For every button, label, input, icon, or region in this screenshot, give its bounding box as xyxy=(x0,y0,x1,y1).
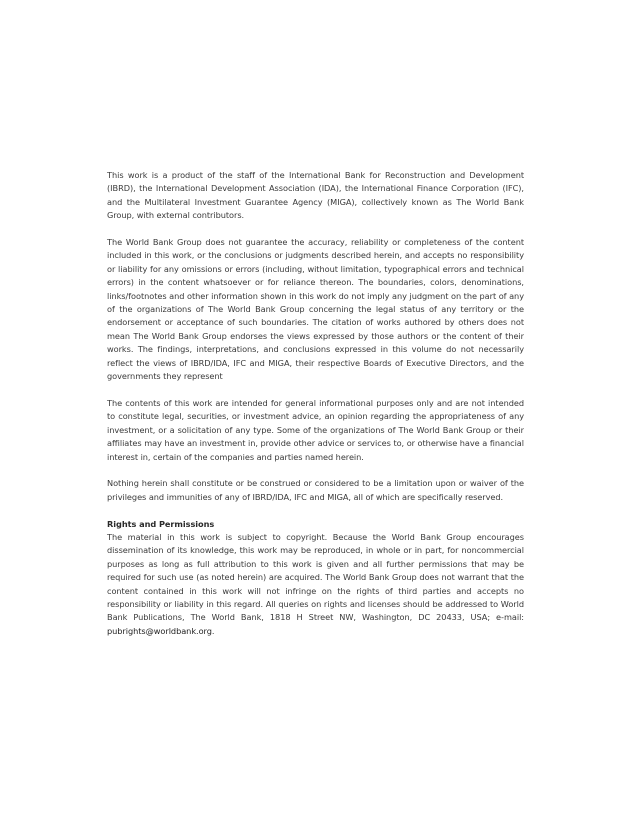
rights-permissions-paragraph xyxy=(107,531,524,638)
rights-permissions-end: . xyxy=(211,625,215,636)
informational-purposes-paragraph: The contents of this work are intended for general informational purposes only and are not intended to constitute legal, securities, or investment advice, an opinion regarding the appropriateness of any investment, or a solicitation of any type. Some of the organizations of The World Bank Group or their affiliates may have an investment in, provide other advice or services to, or otherwise have a financial interest in, certain of the companies and parties named herein. xyxy=(107,397,524,462)
rights-permissions-heading: Rights and Permissions xyxy=(107,518,215,529)
authorship-paragraph: This work is a product of the staff of the International Bank for Reconstruction and Development (IBRD), the International Development Association (IDA), the International Finance Corporation (IFC), and the Multilateral Investment Guarantee Agency (MIGA), collectively known as The World Bank Group, with external contributors. xyxy=(107,170,524,221)
email-link[interactable]: pubrights@worldbank.org xyxy=(107,625,212,636)
rights-permissions-text: The material in this work is subject to copyright. Because the World Bank Group encourages dissemination of its knowledge, this work may be reproduced, in whole or in part, for noncommercial purposes as long as full attribution to this work is given and all further permissions that may be required for such use (as noted herein) are acquired. The World Bank Group does not warrant that the content contained in this work will not infringe on the rights of third parties and accepts no responsibility or liability in this regard. All queries on rights and licenses should be addressed to World Bank Publications, The World Bank, 1818 H Street NW, Washington, DC 20433, USA; e-mail: xyxy=(107,531,524,623)
disclaimer-paragraph: The World Bank Group does not guarantee the accuracy, reliability or completeness of the content included in this work, or the conclusions or judgments described herein, and accepts no responsibility or liability for any omissions or errors (including, without limitation, typographical errors and technical errors) in the content whatsoever or for reliance thereon. The boundaries, colors, denominations, links/footnotes and other information shown in this work do not imply any judgment on the part of any of the organizations of The World Bank Group concerning the legal status of any territory or the endorsement or acceptance of such boundaries. The citation of works authored by others does not mean The World Bank Group endorses the views expressed by those authors or the content of their works. The findings, interpretations, and conclusions expressed in this volume do not necessarily reflect the views of IBRD/IDA, IFC and MIGA, their respective Boards of Executive Directors, and the governments they represent xyxy=(107,237,524,382)
copyright-page-body xyxy=(107,169,524,652)
privileges-immunities-paragraph: Nothing herein shall constitute or be construed or considered to be a limitation upon or waiver of the privileges and immunities of any of IBRD/IDA, IFC and MIGA, all of which are specifically reserved. xyxy=(107,478,524,502)
